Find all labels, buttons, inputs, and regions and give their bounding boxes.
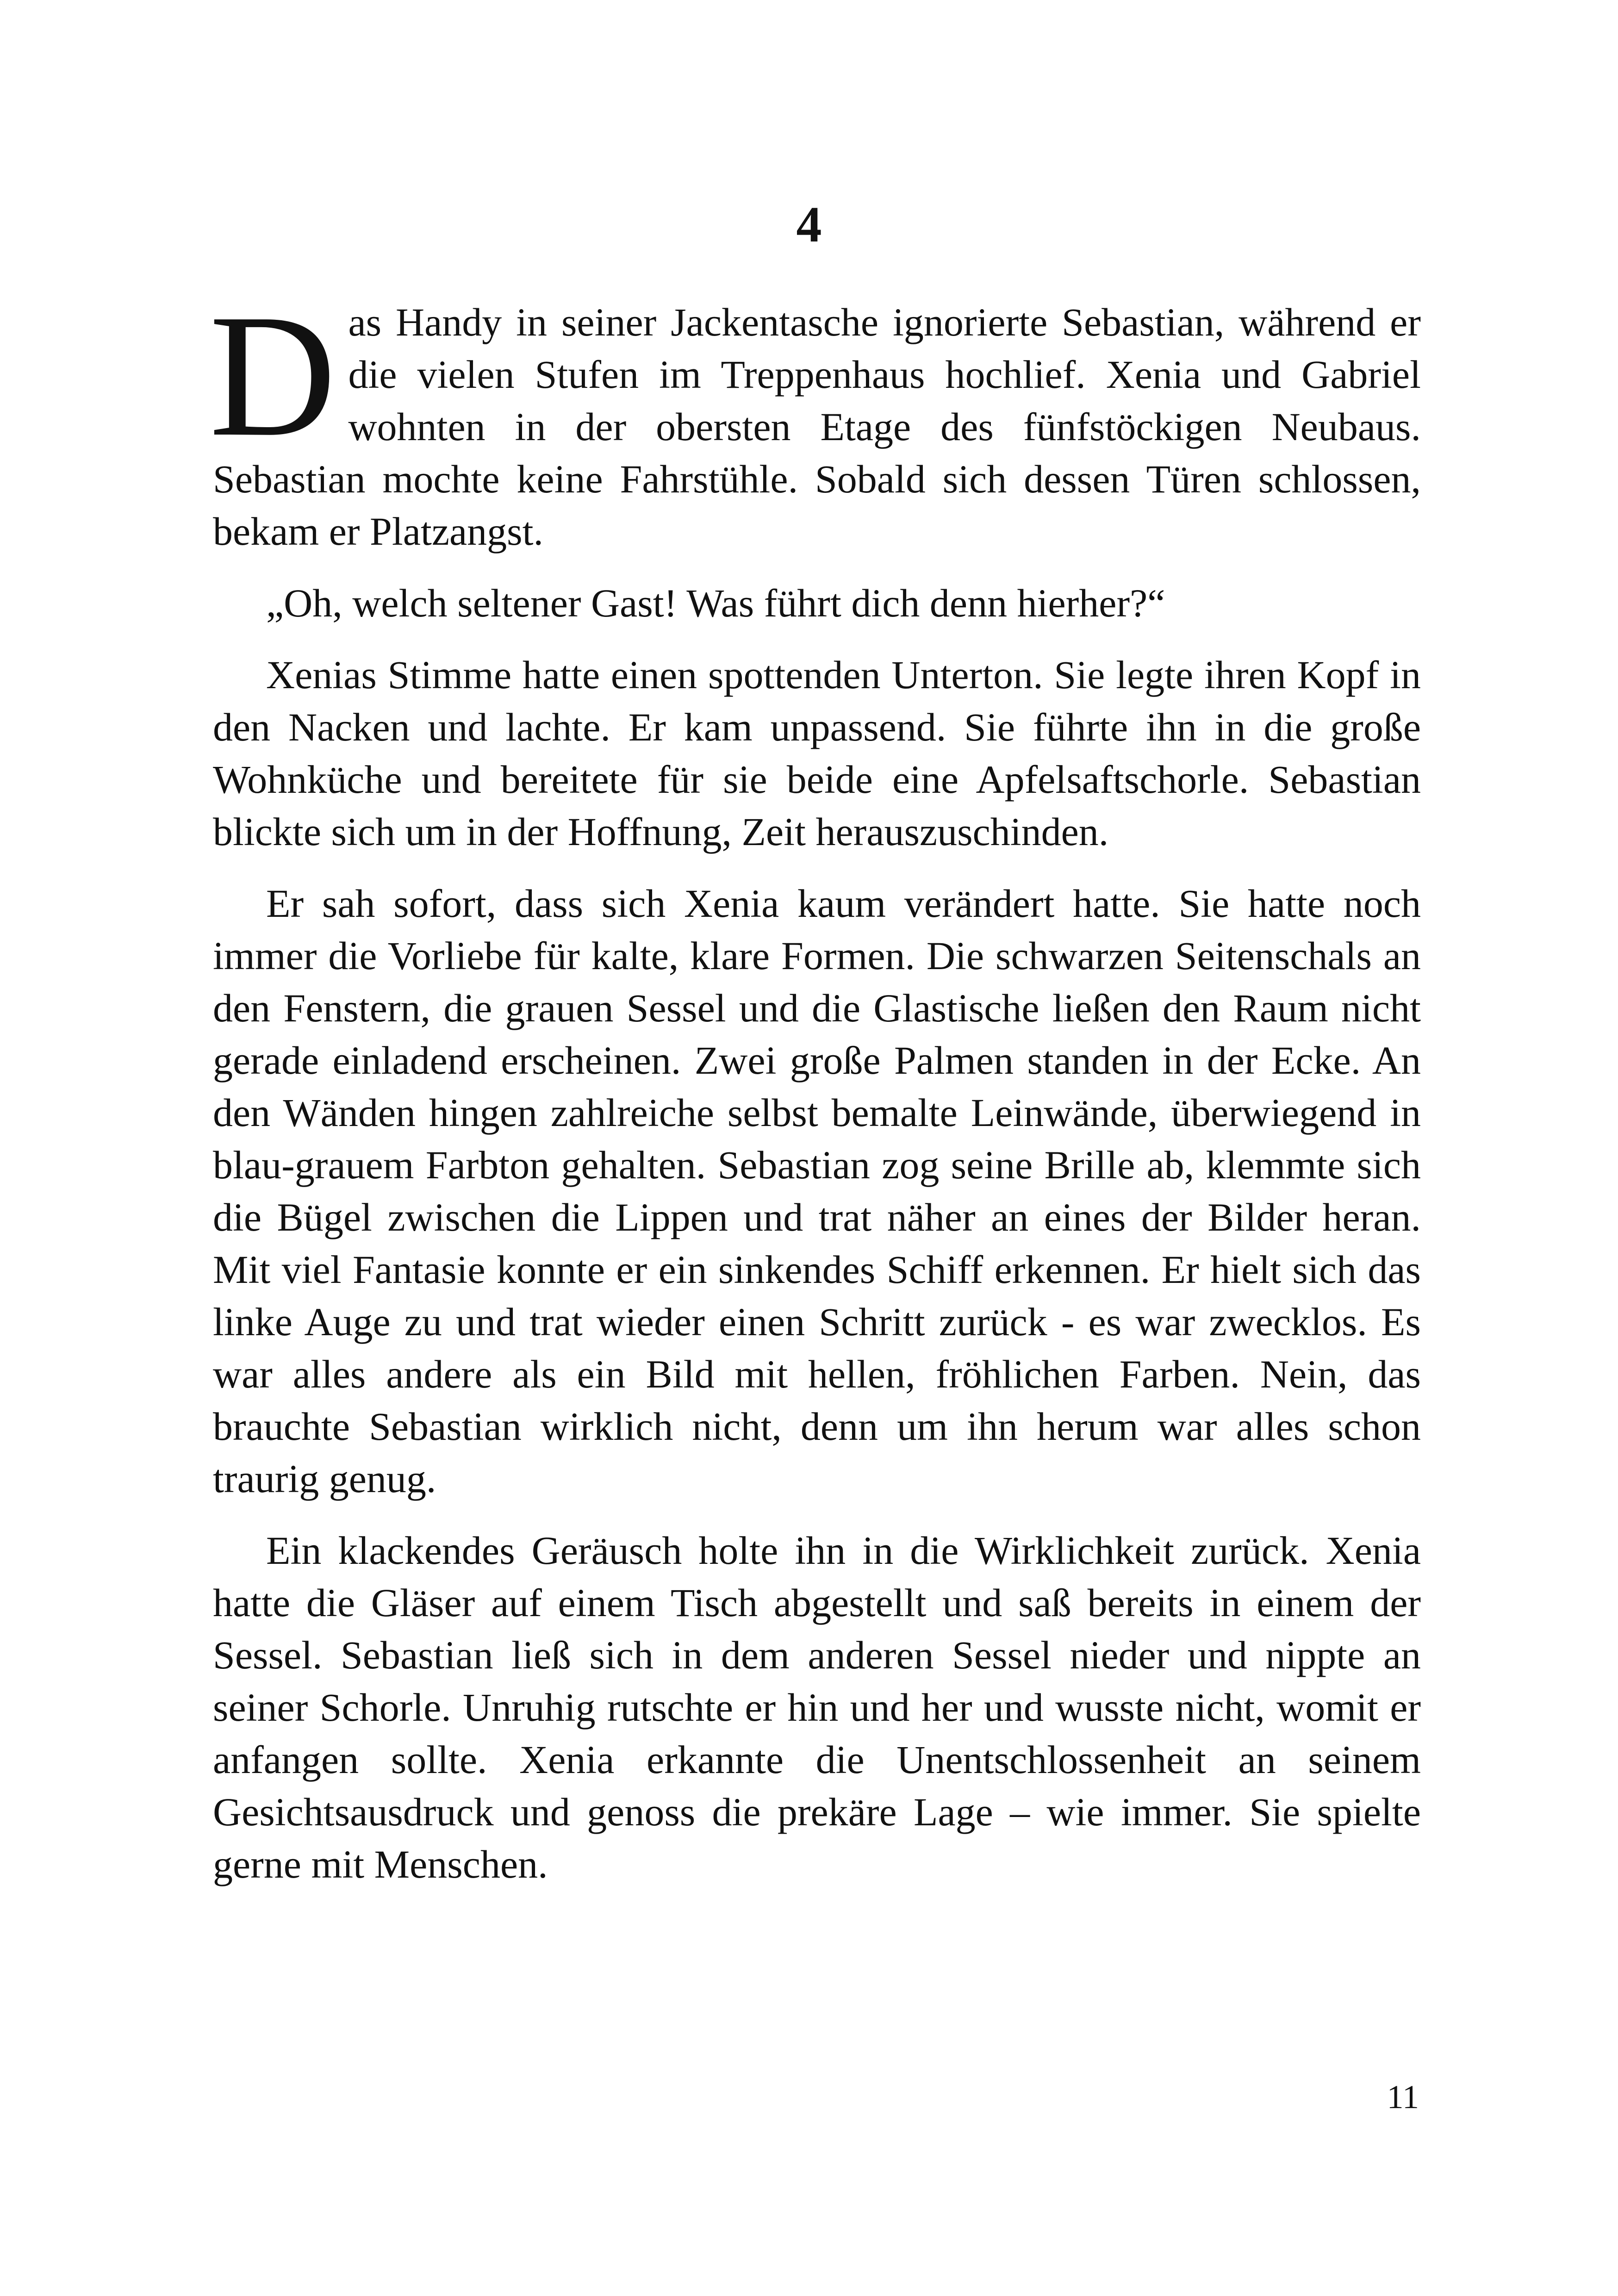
paragraph-5: Ein klackendes Geräusch holte ihn in die Wirklichkeit zurück. Xenia hatte die Gläser auf einem Tisch abgestellt und saß bereits in einem der Sessel. Sebastian ließ sich in dem anderen Sessel nieder und nippte an seiner Schorle. Unruhig rutschte er hin und her und wusste nicht, womit er anfangen sollte. Xenia erkannte die Unentschlossenheit an seinem Gesichtsausdruck und genoss die prekäre Lage – wie immer. Sie spielte gerne mit Menschen. (213, 1528, 1421, 1886)
paragraph-3: Xenias Stimme hatte einen spottenden Unterton. Sie legte ihren Kopf in den Nacken und lachte. Er kam unpassend. Sie führte ihn in die große Wohnküche und bereitete für sie beide eine Apfelsaftschorle. Sebastian blickte sich um in der Hoffnung, Zeit herauszuschinden. (213, 653, 1421, 854)
drop-cap-initial: D (209, 278, 336, 473)
paragraph-4: Er sah sofort, dass sich Xenia kaum verändert hatte. Sie hatte noch immer die Vorliebe für kalte, klare Formen. Die schwarzen Seitenschals an den Fenstern, die grauen Sessel und die Glastische ließen den Raum nicht gerade einladend erscheinen. Zwei große Palmen standen in der Ecke. An den Wänden hingen zahlreiche selbst bemalte Leinwände, überwiegend in blau-grauem Farbton gehalten. Sebastian zog seine Brille ab, klemmte sich die Bügel zwischen die Lippen und trat näher an eines der Bilder heran. Mit viel Fantasie konnte er ein sinkendes Schiff erkennen. Er hielt sich das linke Auge zu und trat wieder einen Schritt zurück - es war zwecklos. Es war alles andere als ein Bild mit hellen, fröhlichen Farben. Nein, das brauchte Sebastian wirklich nicht, denn um ihn herum war alles schon traurig genug. (213, 881, 1421, 1501)
paragraph-1 (209, 278, 1421, 558)
paragraph-1-text: as Handy in seiner Jackentasche ignorierte Sebastian, während er die vielen Stufen im Treppenhaus hochlief. Xenia und Gabriel wohnten in der obersten Etage des fünfstöckigen Neubaus. Sebastian mochte keine Fahrstühle. Sobald sich dessen Türen schlossen, bekam er Platzangst. (213, 300, 1421, 554)
body-text (209, 278, 1421, 1891)
page-number: 11 (1387, 2078, 1419, 2116)
paragraph-2: „Oh, welch seltener Gast! Was führt dich denn hierher?“ (266, 581, 1165, 625)
chapter-number: 4 (796, 196, 822, 253)
